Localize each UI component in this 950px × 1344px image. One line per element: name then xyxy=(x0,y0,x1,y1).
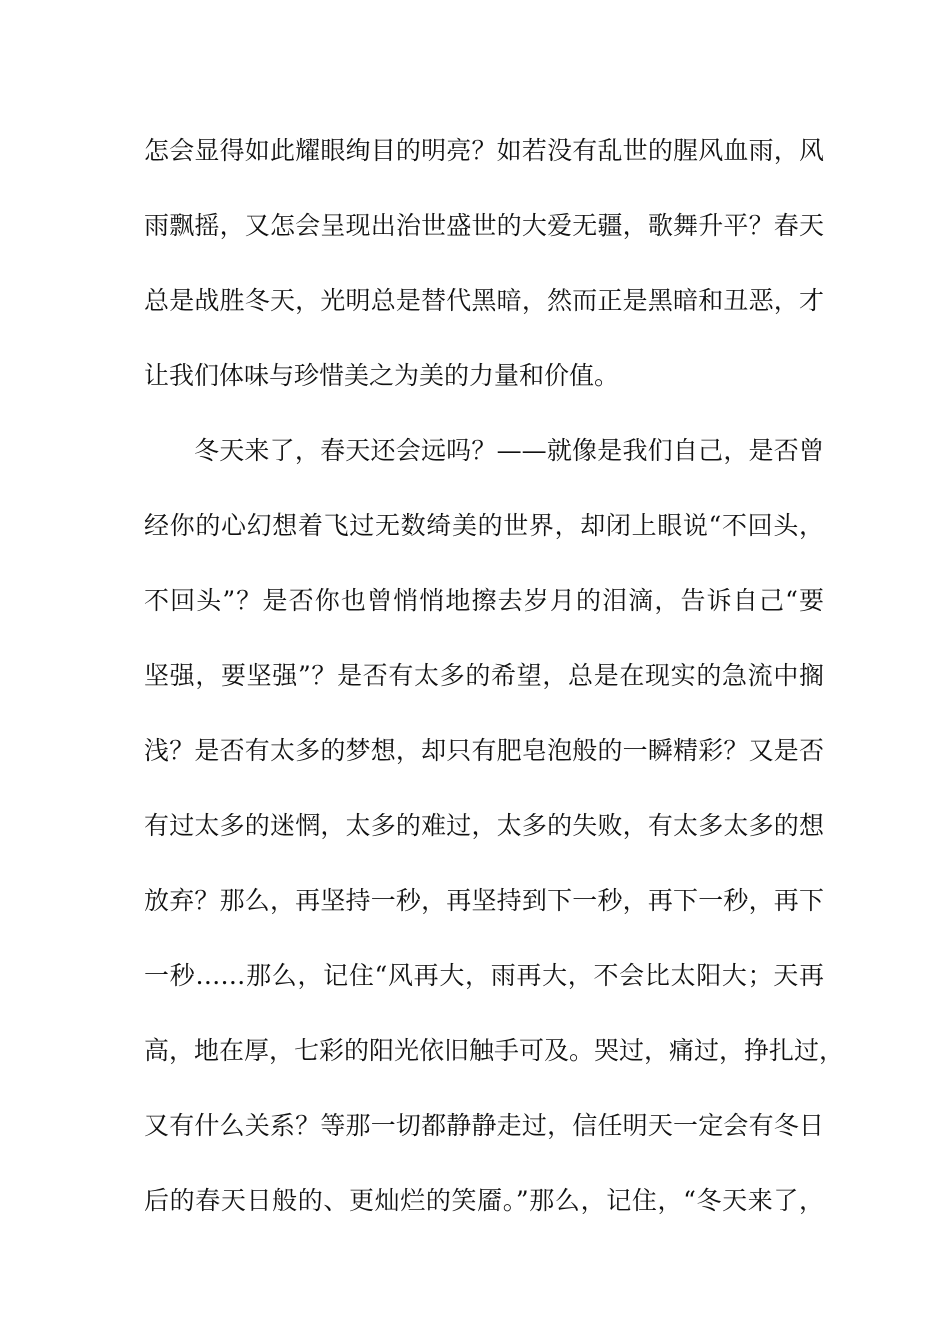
paragraph-1-line-2: 雨飘摇，又怎会呈现出治世盛世的大爱无疆，歌舞升平？春天 xyxy=(144,211,824,240)
paragraph-1-line-3: 总是战胜冬天，光明总是替代黑暗，然而正是黑暗和丑恶，才 xyxy=(144,286,824,315)
paragraph-2-line-2: 经你的心幻想着飞过无数绮美的世界，却闭上眼说“不回头， xyxy=(144,511,824,540)
paragraph-2-line-1: 冬天来了，春天还会远吗？——就像是我们自己，是否曾 xyxy=(194,436,824,465)
paragraph-2-line-9: 高，地在厚，七彩的阳光依旧触手可及。哭过，痛过，挣扎过， xyxy=(144,1036,845,1065)
paragraph-2-line-3: 不回头”？是否你也曾悄悄地擦去岁月的泪滴，告诉自己“要 xyxy=(144,586,824,615)
paragraph-2 xyxy=(144,429,845,1254)
paragraph-2-line-4: 坚强，要坚强”？是否有太多的希望，总是在现实的急流中搁 xyxy=(144,661,824,690)
paragraph-1 xyxy=(144,129,824,429)
paragraph-1-line-4: 让我们体味与珍惜美之为美的力量和价值。 xyxy=(144,361,620,390)
paragraph-2-line-10: 又有什么关系？等那一切都静静走过，信任明天一定会有冬日 xyxy=(144,1111,824,1140)
document-body xyxy=(144,129,845,1254)
paragraph-1-line-1: 怎会显得如此耀眼绚目的明亮？如若没有乱世的腥风血雨，风 xyxy=(144,136,824,165)
paragraph-2-line-8: 一秒……那么，记住“风再大，雨再大，不会比太阳大；天再 xyxy=(144,961,824,990)
paragraph-2-line-6: 有过太多的迷惘，太多的难过，太多的失败，有太多太多的想 xyxy=(144,811,824,840)
paragraph-2-line-11: 后的春天日般的、更灿烂的笑靥。”那么，记住，“冬天来了， xyxy=(144,1186,824,1215)
paragraph-2-line-5: 浅？是否有太多的梦想，却只有肥皂泡般的一瞬精彩？又是否 xyxy=(144,736,824,765)
paragraph-2-line-7: 放弃？那么，再坚持一秒，再坚持到下一秒，再下一秒，再下 xyxy=(144,886,824,915)
